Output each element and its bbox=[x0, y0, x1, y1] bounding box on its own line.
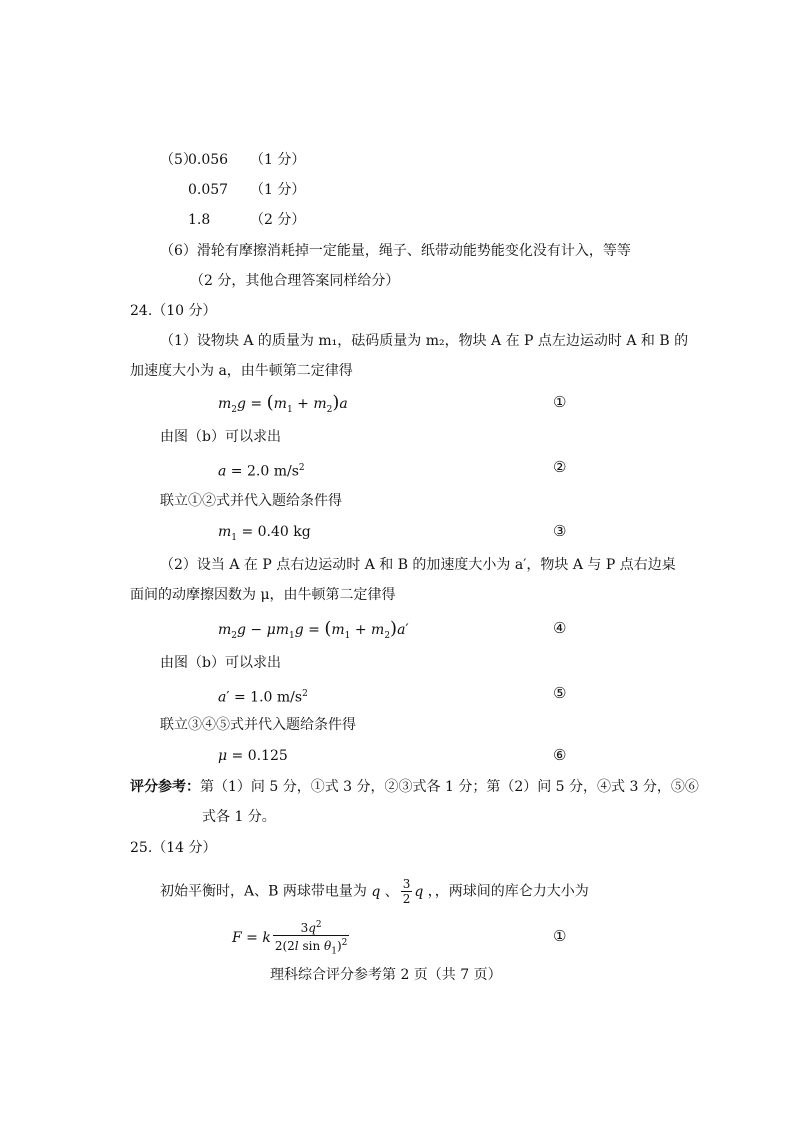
part6-note: （2 分，其他合理答案同样给分） bbox=[190, 273, 400, 289]
q24-eq1-number: ① bbox=[553, 393, 567, 411]
q25-intro-b: ，两球间的库仑力大小为 bbox=[434, 883, 589, 900]
q24-p2-line1: （2）设当 A 在 P 点右边运动时 A 和 B 的加速度大小为 a′，物块 A 与 P 点右边桌 bbox=[160, 557, 676, 573]
q24-eq4-number: ④ bbox=[553, 619, 567, 637]
q24-p1-line2: 加速度大小为 a，由牛顿第二定律得 bbox=[130, 363, 353, 379]
q24-eq3-number: ③ bbox=[553, 522, 567, 540]
page-footer: 理科综合评分参考第 2 页（共 7 页） bbox=[270, 967, 502, 983]
q24-equation-3: $m_1 = 0.40$ kg bbox=[218, 524, 311, 543]
part5-score-3: （2 分） bbox=[250, 212, 306, 228]
part6-text: （6）滑轮有摩擦消耗掉一定能量，绳子、纸带动能势能变化没有计入，等等 bbox=[160, 243, 631, 259]
q24-from-graph-2: 由图（b）可以求出 bbox=[160, 655, 281, 671]
q24-equation-6: μ = 0.125 bbox=[218, 748, 288, 764]
q24-combine-2: 联立③④⑤式并代入题给条件得 bbox=[160, 717, 356, 733]
q24-equation-1: $m_2g = (m_1 + m_2)a$ bbox=[218, 392, 348, 415]
q25-heading: 25.（14 分） bbox=[130, 840, 217, 856]
q24-p2-line2: 面间的动摩擦因数为 μ，由牛顿第二定律得 bbox=[130, 587, 396, 603]
q24-eq2-number: ② bbox=[553, 458, 567, 476]
q24-equation-2: a = 2.0 $m/s^2$ bbox=[218, 463, 305, 480]
q24-p1-line1: （1）设物块 A 的质量为 m₁，砝码质量为 m₂，物块 A 在 P 点左边运动时 A 和 B 的 bbox=[160, 333, 689, 349]
q24-from-graph-1: 由图（b）可以求出 bbox=[160, 429, 281, 445]
q24-eq5-number: ⑤ bbox=[553, 684, 567, 702]
part5-value-1: 0.056 bbox=[188, 152, 229, 168]
q25-intro: 初始平衡时，A、B 两球带电量为 q 、 $\frac{3}{2}$ q ，，两球间的库仑力大小为 bbox=[160, 877, 589, 906]
q25-intro-a: 初始平衡时，A、B 两球带电量为 bbox=[160, 883, 372, 900]
part5-score-1: （1 分） bbox=[250, 152, 306, 168]
q24-scoring-line1 bbox=[130, 778, 699, 796]
part5-score-2: （1 分） bbox=[250, 182, 306, 198]
part5-label: （5） bbox=[160, 152, 197, 168]
q24-combine-1: 联立①②式并代入题给条件得 bbox=[160, 493, 342, 509]
q24-eq6-number: ⑥ bbox=[553, 746, 567, 764]
part5-value-2: 0.057 bbox=[188, 182, 229, 198]
q25-eq1-number: ① bbox=[553, 927, 567, 945]
q24-scoring-line2: 式各 1 分。 bbox=[202, 809, 276, 825]
part5-value-3: 1.8 bbox=[188, 212, 211, 228]
scoring-label: 评分参考： bbox=[130, 779, 200, 795]
q24-equation-5: a′ = 1.0 $m/s^2$ bbox=[218, 689, 308, 706]
q24-equation-4: $m_2g - \mu m_1g = (m_1 + m_2)a'$ bbox=[218, 618, 409, 641]
q25-equation-1: F = k $\frac{3q^2}{2(2l \sin \theta_1)^2}$ bbox=[232, 920, 348, 957]
scoring-text-1: 第（1）问 5 分，①式 3 分，②③式各 1 分；第（2）问 5 分，④式 3 分，⑤⑥ bbox=[200, 779, 699, 795]
q24-heading: 24.（10 分） bbox=[130, 303, 217, 319]
